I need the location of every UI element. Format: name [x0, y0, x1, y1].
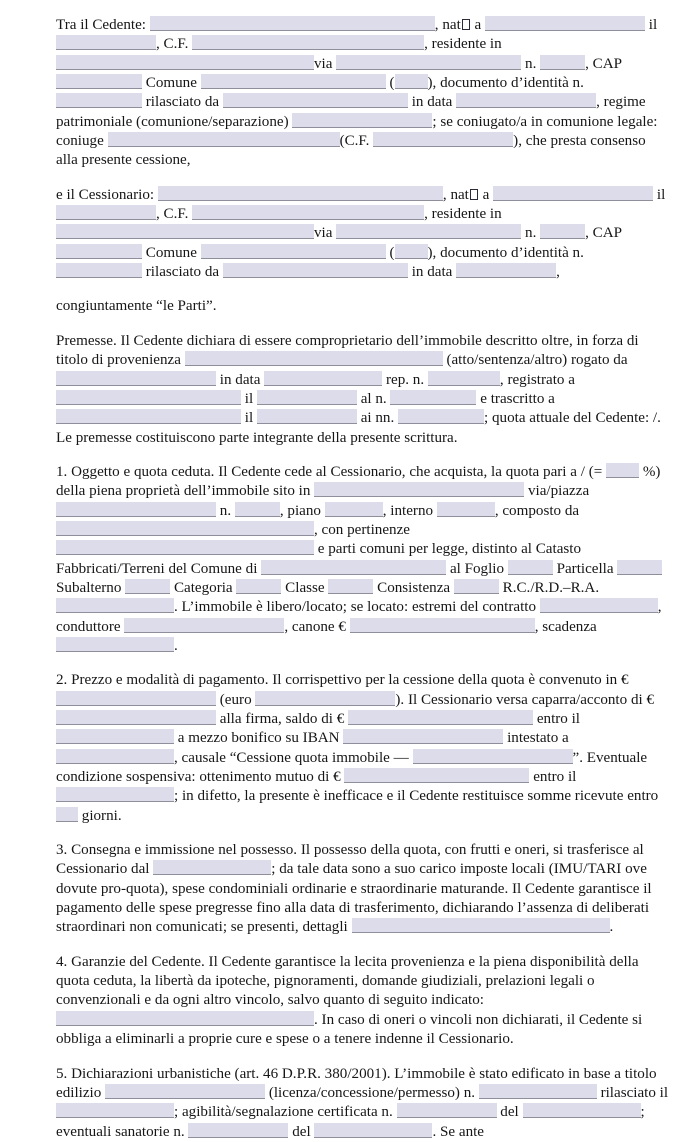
- section-2: [56, 671, 670, 826]
- text-cedente-doc-label: ), documento d’identità n.: [427, 75, 584, 92]
- text-sez3-l1: 3. Consegna e immissione nel possesso. Il possesso della quota, con frutti e oneri, si: [56, 842, 564, 859]
- field-cedente-provincia[interactable]: [395, 74, 428, 89]
- text-sez1-categoria-label: Categoria: [170, 579, 237, 596]
- text-sez1-canone-label: , canone €: [284, 618, 350, 635]
- field-registrato-a[interactable]: [56, 390, 241, 405]
- text-sez2-di-label: di €: [630, 691, 654, 708]
- text-sez2-entro2: entro il: [529, 769, 577, 786]
- text-sez3-tail: ; da tale data sono a suo carico imposte locali: [271, 861, 545, 878]
- text-sez1-classe-label: Classe: [281, 579, 329, 596]
- field-cedente-luogo-nascita[interactable]: [485, 16, 645, 31]
- field-immobile-composizione[interactable]: [56, 521, 314, 536]
- text-sez2-tail: ). Il Cessionario versa caparra/acconto: [395, 691, 628, 708]
- text-cedente-rilasciato-label: rilasciato da: [145, 94, 220, 111]
- text-cedente-cap-label: , CAP: [585, 55, 622, 72]
- field-cessionario-via[interactable]: [336, 224, 521, 239]
- text-sez1-n-label: n.: [216, 502, 235, 519]
- section-4: [56, 953, 670, 1050]
- field-cedente-documento-numero[interactable]: [56, 93, 142, 108]
- text-cedente-regime: , regime: [596, 94, 646, 111]
- field-trascritto-numeri[interactable]: [398, 409, 484, 424]
- text-cessionario-residente: , residente in: [424, 206, 502, 223]
- field-cedente-cap[interactable]: [56, 74, 142, 89]
- text-premesse-1: Premesse. Il Cedente dichiara di essere comproprietario dell’immobile descritto oltre, in: [56, 332, 589, 349]
- field-saldo-data[interactable]: [56, 729, 174, 744]
- paragraph-premesse: [56, 332, 670, 448]
- text-sez2-sospensiva: Eventuale condizione sospensiva: ottenimento mutuo di €: [56, 749, 648, 786]
- text-premesse-6: rep. n.: [382, 371, 428, 388]
- text-legale-coniuge: legale: coniuge: [56, 113, 658, 150]
- text-sez3-punto: .: [609, 919, 614, 936]
- field-cessionario-civico[interactable]: [540, 224, 585, 239]
- text-premesse-13: ; quota attuale del Cedente: /.: [484, 410, 661, 427]
- field-trascritto-a[interactable]: [56, 409, 241, 424]
- field-catasto-particella[interactable]: [617, 560, 662, 575]
- field-immobile-interno[interactable]: [437, 502, 495, 517]
- text-premesse-4: rogato da: [570, 352, 628, 369]
- text-cedente-nato: , nat: [434, 17, 461, 33]
- field-saldo-importo[interactable]: [348, 710, 533, 725]
- text-cessionario-a: a: [478, 186, 494, 203]
- text-cedente-via-label: via: [314, 55, 333, 72]
- text-cessionario-indata-label: in data: [411, 264, 453, 281]
- text-sez2-firma-label: alla firma, saldo di €: [216, 711, 349, 727]
- field-catasto-categoria[interactable]: [236, 579, 281, 594]
- text-sez5-seante: . Se ante: [432, 1123, 485, 1140]
- text-cedente-il: il: [645, 17, 658, 33]
- text-premesse-2: forza di titolo di provenienza: [56, 332, 639, 369]
- field-titolo-edilizio-data[interactable]: [56, 1103, 174, 1118]
- missing-glyph-box-icon: [470, 189, 478, 200]
- text-sez1-l1: 1. Oggetto e quota ceduta. Il Cedente cede al Cessionario, che acquista, la quota pari a / (=: [56, 463, 603, 480]
- field-catasto-rendita[interactable]: [56, 598, 174, 613]
- text-premesse-5: in data: [216, 371, 265, 388]
- text-sez5-del2: del: [288, 1123, 315, 1140]
- field-vincoli-dichiarati[interactable]: [56, 1011, 314, 1026]
- text-sez1-foglio-label: al Foglio: [446, 560, 508, 577]
- field-cedente-rilasciato-da[interactable]: [223, 93, 408, 108]
- document-body: [56, 16, 670, 1142]
- paragraph-congiuntamente: [56, 297, 670, 316]
- text-premesse-11: il: [241, 410, 257, 427]
- field-prezzo-cifre[interactable]: [56, 691, 216, 706]
- text-patrimoniale: patrimoniale (comunione/separazione): [56, 113, 293, 130]
- text-sez1-punto: .: [174, 637, 178, 654]
- text-sez1-piano-label: , piano: [279, 502, 325, 519]
- text-premesse-8: il: [241, 390, 257, 407]
- field-mutuo-importo[interactable]: [344, 768, 529, 783]
- text-cessionario-comune-label: Comune: [145, 244, 197, 261]
- text-cessionario-cf-label: , C.F.: [156, 206, 193, 223]
- field-cessionario-provincia[interactable]: [395, 244, 428, 259]
- text-cessionario-paren-open: (: [389, 244, 395, 261]
- field-rogato-da[interactable]: [56, 371, 216, 386]
- text-sez4-l5: obbliga a eliminarli a proprie cure e spese o a tenere indenne il Cessionario.: [56, 1031, 514, 1048]
- text-sez3-l5: dichiarando l’assenza di deliberati straordinari non comunicati; se presenti, dettagli: [56, 900, 650, 936]
- field-contratto-locazione[interactable]: [540, 598, 658, 613]
- text-congiuntamente: congiuntamente “le Parti”.: [56, 298, 217, 315]
- field-cessionario-rilasciato-da[interactable]: [223, 263, 408, 278]
- field-cessionario-data-rilascio[interactable]: [456, 263, 556, 278]
- field-causale-bonifico[interactable]: [413, 749, 573, 764]
- field-sanatorie-data[interactable]: [314, 1123, 432, 1138]
- field-scadenza-locazione[interactable]: [56, 637, 174, 652]
- text-sez1-subalterno-label: Subalterno: [56, 579, 126, 596]
- field-cedente-data-rilascio[interactable]: [456, 93, 596, 108]
- missing-glyph-box-icon: [462, 19, 470, 30]
- field-cedente-coniuge-cf[interactable]: [373, 132, 513, 147]
- text-sez1-particella-label: Particella: [552, 560, 618, 577]
- text-sez4-l2: della quota ceduta, la libertà da ipoteche, pignoramenti, domande giudiziali, prelazioni legali: [56, 953, 639, 990]
- text-sez2-intestato: intestato a: [503, 730, 569, 747]
- field-immobile-pertinenze[interactable]: [56, 540, 314, 555]
- field-cessionario-comune[interactable]: [201, 244, 386, 259]
- text-sez5-titolo: a titolo edilizio: [56, 1065, 657, 1101]
- text-cedente-comune-label: Comune: [145, 75, 197, 92]
- text-cedente-cf-label: , C.F.: [156, 36, 193, 53]
- text-cedente-paren-open: (: [389, 75, 395, 92]
- text-cessionario-rilasciato-label: rilasciato da: [145, 264, 220, 281]
- text-sez2-causale: , causale “Cessione quota immobile —: [174, 749, 413, 766]
- text-sez1-via-label: via/piazza: [527, 483, 590, 500]
- text-cessionario-cap-label: , CAP: [585, 225, 622, 242]
- text-sez1-composto: , composto da: [494, 502, 580, 519]
- field-registrato-il[interactable]: [257, 390, 357, 405]
- text-sez2-giorni: giorni.: [78, 807, 122, 824]
- field-immobile-localita[interactable]: [314, 482, 524, 497]
- field-trascritto-il[interactable]: [257, 409, 357, 424]
- text-sez1-pct: %) della piena proprietà dell’immobile sito in: [56, 463, 661, 500]
- text-sez2-euro-paren: (euro: [216, 691, 256, 708]
- text-sez1-immobile-stato: . L’immobile è libero/locato; se locato: estremi del contratto: [174, 599, 537, 616]
- text-sez5-agibilita: ; agibilità/segnalazione certificata n.: [174, 1104, 397, 1121]
- field-immobile-via[interactable]: [56, 502, 216, 517]
- text-sez1-scadenza-label: scadenza: [542, 618, 597, 635]
- text-cedente-n-label: n.: [525, 55, 537, 72]
- field-registrato-numero[interactable]: [390, 390, 476, 405]
- paragraph-cessionario: [56, 186, 670, 283]
- cessionario-lead-label: e il Cessionario:: [56, 186, 155, 203]
- text-cessionario-il: il: [653, 186, 666, 203]
- text-sez3-l4: Il Cedente garantisce il pagamento delle spese pregresse fino alla data di trasferimento,: [56, 880, 652, 917]
- cedente-lead-label: Tra il Cedente:: [56, 17, 146, 33]
- text-cedente-a: a: [470, 17, 486, 33]
- field-cessionario-data-nascita[interactable]: [56, 205, 156, 220]
- text-premesse-7: , registrato a: [499, 371, 575, 388]
- text-sez4-l3: o convenzionali e da ogni altro vincolo, salvo quanto di seguito indicato:: [56, 973, 595, 1009]
- text-cessionario-nato: , nat: [442, 186, 469, 203]
- text-sez1-interno-label: , interno: [382, 502, 437, 519]
- text-premesse-10: e trascritto a: [476, 390, 555, 407]
- field-intestatario-conto[interactable]: [56, 749, 174, 764]
- field-cessionario-documento-numero[interactable]: [56, 263, 142, 278]
- field-cessionario-cap[interactable]: [56, 244, 142, 259]
- text-sez4-l1: 4. Garanzie del Cedente. Il Cedente garantisce la lecita provenienza e la piena disponibilità: [56, 953, 606, 970]
- field-mutuo-data[interactable]: [56, 787, 174, 802]
- text-sez2-difetto: ; in difetto, la presente è inefficace e il Cedente restituisce somme ricevute: [174, 788, 624, 805]
- text-sez1-parti-comuni: e parti comuni per legge, distinto al Catasto: [314, 541, 582, 558]
- text-cessionario-doc-label: ), documento d’identità n.: [427, 244, 584, 261]
- text-sez4-tail: . In caso di oneri o vincoli non dichiarati, il Cedente si: [314, 1011, 643, 1028]
- section-5: [56, 1065, 670, 1142]
- text-cessionario-n-label: n.: [525, 225, 537, 242]
- field-deliberati-straordinari[interactable]: [352, 918, 610, 933]
- field-iban[interactable]: [343, 729, 503, 744]
- text-premesse-14: Le premesse costituiscono parte integrante della presente scrittura.: [56, 429, 458, 446]
- text-premesse-9: al n.: [356, 390, 391, 407]
- text-sez1-consistenza-label: Consistenza: [373, 579, 454, 596]
- field-canone[interactable]: [350, 618, 535, 633]
- field-catasto-subalterno[interactable]: [125, 579, 170, 594]
- text-cedente-residente: , residente in: [424, 36, 502, 53]
- field-cessionario-residenza[interactable]: [56, 224, 314, 239]
- text-cessionario-via-label: via: [314, 225, 333, 242]
- field-catasto-comune[interactable]: [261, 560, 446, 575]
- field-catasto-foglio[interactable]: [508, 560, 553, 575]
- text-sez2-mezzo: a mezzo bonifico su IBAN: [174, 730, 344, 747]
- text-sez2-l1: 2. Prezzo e modalità di pagamento. Il corrispettivo per la cessione della quota è convenuto in: [56, 672, 618, 689]
- field-titolo-edilizio-numero[interactable]: [479, 1084, 597, 1099]
- text-sez5-rilasciato: rilasciato il: [600, 1084, 669, 1101]
- field-cedente-codice-fiscale[interactable]: [192, 35, 424, 50]
- field-cedente-comune[interactable]: [201, 74, 386, 89]
- text-sez2-euro-label: €: [621, 672, 629, 689]
- field-rogito-data[interactable]: [264, 371, 382, 386]
- field-agibilita-numero[interactable]: [397, 1103, 497, 1118]
- text-se-coniugato: ; se coniugato/a in comunione: [432, 113, 614, 130]
- field-sanatorie-numero[interactable]: [188, 1123, 288, 1138]
- field-agibilita-data[interactable]: [523, 1103, 641, 1118]
- text-sez5-licenza: (licenza/concessione/permesso) n.: [265, 1084, 479, 1101]
- text-cessionario-comma: ,: [556, 264, 560, 281]
- section-1: [56, 463, 670, 656]
- field-cedente-data-nascita[interactable]: [56, 35, 156, 50]
- text-coniuge-che: ), che: [513, 133, 547, 150]
- section-3: [56, 841, 670, 938]
- text-sez1-fabbricati: Fabbricati/Terreni del Comune di: [56, 560, 262, 577]
- field-cedente-regime-patrimoniale[interactable]: [292, 113, 432, 128]
- field-cessionario-luogo-nascita[interactable]: [493, 186, 653, 201]
- field-cedente-coniuge[interactable]: [108, 132, 340, 147]
- text-sez2-entro-label: entro: [627, 788, 659, 805]
- field-cedente-civico[interactable]: [540, 55, 585, 70]
- text-sez5-sanatorie: ; eventuali sanatorie n.: [56, 1104, 645, 1140]
- text-sez2-entro: entro il: [533, 711, 580, 727]
- field-rogito-repertorio[interactable]: [428, 371, 500, 386]
- text-sez1-comma: ,: [534, 618, 539, 635]
- text-sez3-trasferisce: trasferisce al Cessionario dal: [56, 842, 644, 878]
- field-immobile-piano[interactable]: [325, 502, 383, 517]
- text-sez5-l1: 5. Dichiarazioni urbanistiche (art. 46 D.P.R. 380/2001). L’immobile è stato edificato in base: [56, 1065, 611, 1082]
- field-cessionario-nome[interactable]: [158, 186, 443, 201]
- field-cedente-nome[interactable]: [150, 16, 435, 31]
- field-cessionario-codice-fiscale[interactable]: [192, 205, 424, 220]
- text-presta-consenso: presta consenso alla presente cessione,: [56, 133, 646, 169]
- text-cedente-indata-label: in data: [411, 94, 453, 111]
- field-catasto-consistenza[interactable]: [454, 579, 499, 594]
- field-immobile-civico[interactable]: [235, 502, 280, 517]
- field-caparra-importo[interactable]: [56, 710, 216, 725]
- field-data-possesso[interactable]: [153, 860, 271, 875]
- text-sez1-rc-label: R.C./R.D.–R.A.: [498, 579, 600, 596]
- field-restituzione-giorni[interactable]: [56, 807, 78, 822]
- field-titolo-edilizio[interactable]: [105, 1084, 265, 1099]
- paragraph-cedente: [56, 16, 670, 171]
- text-sez2-chiusura: ”.: [572, 749, 583, 766]
- text-coniuge-cf-label: (C.F.: [339, 133, 374, 150]
- field-conduttore[interactable]: [124, 618, 284, 633]
- text-sez1-conduttore-label: , conduttore: [56, 599, 662, 635]
- field-cedente-residenza[interactable]: [56, 55, 314, 70]
- text-premesse-3: (atto/sentenza/altro): [442, 352, 568, 369]
- text-sez1-pertinenze: , con pertinenze: [314, 521, 410, 538]
- field-catasto-classe[interactable]: [328, 579, 373, 594]
- text-sez3-l3: (IMU/TARI ove dovute pro-quota), spese condominiali ordinarie e straordinarie maturande.: [56, 861, 647, 897]
- field-quota-percentuale[interactable]: [606, 463, 639, 478]
- field-cedente-via[interactable]: [336, 55, 521, 70]
- text-sez5-del: del: [496, 1104, 519, 1121]
- field-prezzo-lettere[interactable]: [255, 691, 395, 706]
- text-premesse-12: ai nn.: [356, 410, 399, 427]
- field-titolo-provenienza[interactable]: [185, 351, 443, 366]
